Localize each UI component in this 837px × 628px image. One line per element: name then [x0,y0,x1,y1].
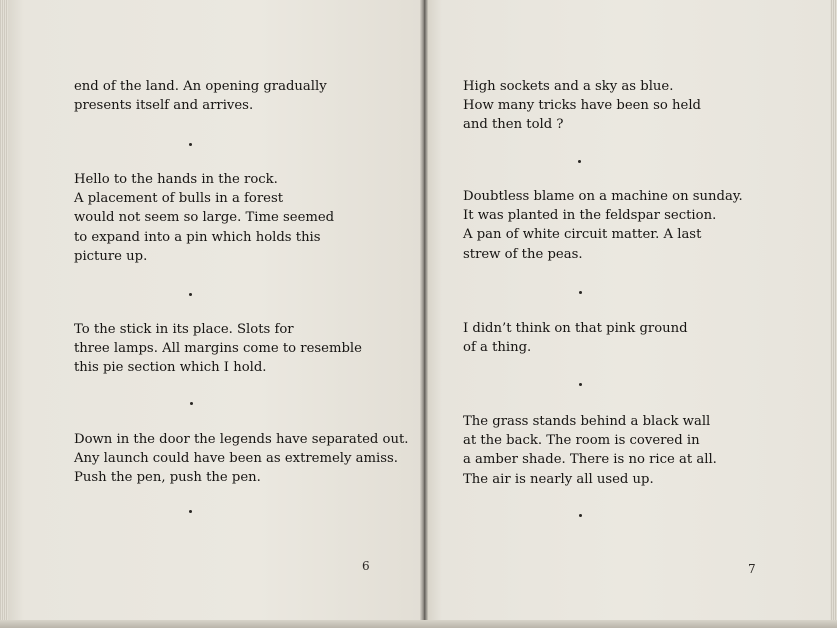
poem-line: It was planted in the feldspar section. [463,208,717,224]
right-stanza-1 [463,77,701,135]
poem-line: A pan of white circuit matter. A last [463,227,702,243]
right-stanza-3 [463,319,688,357]
right-stanza-2 [463,187,743,264]
right-stanza-4 [463,412,717,489]
poem-line: The air is nearly all used up. [463,471,654,487]
poem-line: Any launch could have been as extremely amiss. [74,451,398,467]
poem-line: would not seem so large. Time seemed [74,210,335,226]
poem-line: presents itself and arrives. [74,98,254,114]
poem-line: and then told ? [463,117,564,133]
poem-line: strew of the peas. [463,246,583,262]
poem-line: to expand into a pin which holds this [74,229,321,245]
page-number-right: 7 [748,562,756,576]
left-stanza-1 [74,77,327,115]
poem-line: To the stick in its place. Slots for [74,322,294,337]
right-page-edges [830,0,837,628]
section-divider-dot [579,291,582,294]
bottom-page-edge [0,620,837,628]
poem-line: Down in the door the legends have separated out. [74,432,409,447]
page-number-left: 6 [362,559,370,573]
left-stanza-2 [74,170,334,266]
poem-line: Hello to the hands in the rock. [74,172,278,187]
poem-line: of a thing. [463,340,532,356]
poem-line: The grass stands behind a black wall [463,414,711,429]
book-gutter [420,0,428,628]
poem-line: Doubtless blame on a machine on sunday. [463,189,743,204]
section-divider-dot [190,402,193,405]
poem-line: three lamps. All margins come to resemble [74,341,362,357]
left-stanza-4 [74,430,408,488]
section-divider-dot [189,143,192,146]
section-divider-dot [579,514,582,517]
poem-line: High sockets and a sky as blue. [463,79,674,94]
poem-line: Push the pen, push the pen. [74,470,261,486]
section-divider-dot [579,383,582,386]
poem-line: I didn’t think on that pink ground [463,321,688,336]
poem-line: end of the land. An opening gradually [74,79,327,94]
poem-line: picture up. [74,248,148,264]
left-page-edges [0,0,8,628]
poem-line: How many tricks have been so held [463,98,701,114]
section-divider-dot [189,510,192,513]
poem-line: a amber shade. There is no rice at all. [463,452,717,468]
left-stanza-3 [74,320,362,378]
section-divider-dot [578,160,581,163]
poem-line: this pie section which I hold. [74,360,267,376]
section-divider-dot [189,293,192,296]
poem-line: at the back. The room is covered in [463,433,700,449]
poem-line: A placement of bulls in a forest [74,191,284,207]
